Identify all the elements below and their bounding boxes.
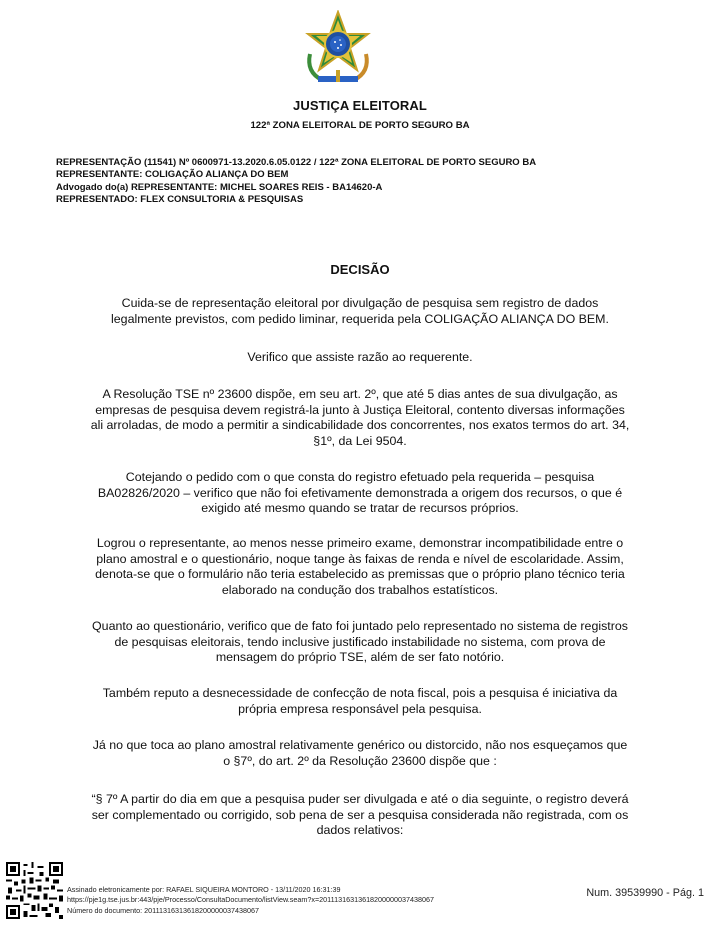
paragraph xyxy=(54,296,666,327)
paragraph-line: Cuida-se de representação eleitoral por divulgação de pesquisa sem registro de dados xyxy=(121,296,599,310)
paragraph-line: Também reputo a desnecessidade de confecção de nota fiscal, pois a pesquisa é iniciativa da xyxy=(102,686,618,700)
paragraph-line: empresas de pesquisa devem registrá-la junto à Justiça Eleitoral, contento diversas informações xyxy=(95,402,625,417)
institution-heading: JUSTIÇA ELEITORAL xyxy=(293,98,427,113)
paragraph-line: o §7º, do art. 2º da Resolução 23600 dispõe que : xyxy=(223,753,497,768)
defendant-line: REPRESENTADO: FLEX CONSULTORIA & PESQUISAS xyxy=(56,193,304,205)
paragraph-line: A Resolução TSE nº 23600 dispõe, em seu art. 2º, que até 5 dias antes de sua divulgação, as xyxy=(102,387,618,401)
paragraph-line: §1º, da Lei 9504. xyxy=(313,433,407,448)
paragraph-line: denota-se que o formulário não teria estabelecido as premissas que o próprio plano técnico teria xyxy=(95,567,625,581)
paragraph xyxy=(54,686,666,717)
paragraph-line: plano amostral e o questionário, noque tange às faixas de renda e nível de escolaridade. Assim, xyxy=(96,551,624,566)
paragraph-line: “§ 7º A partir do dia em que a pesquisa puder ser divulgada e até o dia seguinte, o registro deverá xyxy=(91,792,629,806)
attorney-line: Advogado do(a) REPRESENTANTE: MICHEL SOARES REIS - BA14620-A xyxy=(56,181,383,193)
electoral-zone-heading: 122ª ZONA ELEITORAL DE PORTO SEGURO BA xyxy=(250,120,470,131)
paragraph xyxy=(54,619,666,666)
case-number-line: REPRESENTAÇÃO (11541) Nº 0600971-13.2020.6.05.0122 / 122ª ZONA ELEITORAL DE PORTO SEGURO BA xyxy=(56,157,537,168)
paragraph-line: de pesquisas eleitorais, tendo inclusive justificado instabilidade no sistema, com prova de xyxy=(114,634,606,649)
paragraph-line: Verifico que assiste razão ao requerente. xyxy=(247,350,473,364)
signature-footer xyxy=(67,885,434,916)
paragraph-line: BA02826/2020 – verifico que não foi efetivamente demonstrada a origem dos recursos, o que é xyxy=(97,485,623,500)
paragraph-line: elaborado na condução dos trabalhos estatísticos. xyxy=(221,582,499,597)
paragraph xyxy=(54,536,666,598)
plaintiff-line: REPRESENTANTE: COLIGAÇÃO ALIANÇA DO BEM xyxy=(56,169,289,181)
case-parties-block xyxy=(56,157,676,206)
paragraph-line: Já no que toca ao plano amostral relativamente genérico ou distorcido, não nos esqueçamos que xyxy=(92,738,628,752)
coat-of-arms-emblem xyxy=(300,10,376,86)
paragraph xyxy=(54,350,666,366)
qr-code-icon xyxy=(6,862,63,919)
paragraph-line: ser complementado ou corrigido, sob pena de ser a pesquisa considerada não registrada, com os xyxy=(91,807,629,822)
paragraph-line: Logrou o representante, ao menos nesse primeiro exame, demonstrar incompatibilidade entre o xyxy=(96,536,624,550)
signature-line: Assinado eletronicamente por: RAFAEL SIQUEIRA MONTORO - 13/11/2020 16:31:39 xyxy=(67,885,341,894)
paragraph xyxy=(54,470,666,517)
paragraph-line: dados relativos: xyxy=(316,823,404,837)
paragraph xyxy=(54,738,666,769)
paragraph-line: mensagem do próprio TSE, além de ser fato notório. xyxy=(215,650,505,664)
paragraph xyxy=(54,387,666,449)
document-title: DECISÃO xyxy=(330,262,390,277)
document-number: Número do documento: 20111316313618200000037438067 xyxy=(67,905,259,915)
paragraph-line: Cotejando o pedido com o que consta do registro efetuado pela requerida – pesquisa xyxy=(125,470,595,484)
document-url[interactable]: https://pje1g.tse.jus.br:443/pje/Processo/ConsultaDocumento/listView.seam?x=20111316313618200000037438067 xyxy=(67,895,435,905)
paragraph-line: exigido até mesmo quando se tratar de recursos próprios. xyxy=(201,501,519,515)
paragraph-line: própria empresa responsável pela pesquisa. xyxy=(238,701,482,716)
paragraph-line: legalmente previstos, com pedido liminar, requerida pela COLIGAÇÃO ALIANÇA DO BEM. xyxy=(111,311,609,326)
page-number: Num. 39539990 - Pág. 1 xyxy=(586,887,704,899)
paragraph-line: Quanto ao questionário, verifico que de fato foi juntado pelo representado no sistema de registros xyxy=(92,619,628,633)
quoted-paragraph xyxy=(54,792,666,839)
paragraph-line: ali arroladas, de modo a permitir a sindicabilidade dos concorrentes, nos exatos termos do art. 34, xyxy=(90,418,630,432)
